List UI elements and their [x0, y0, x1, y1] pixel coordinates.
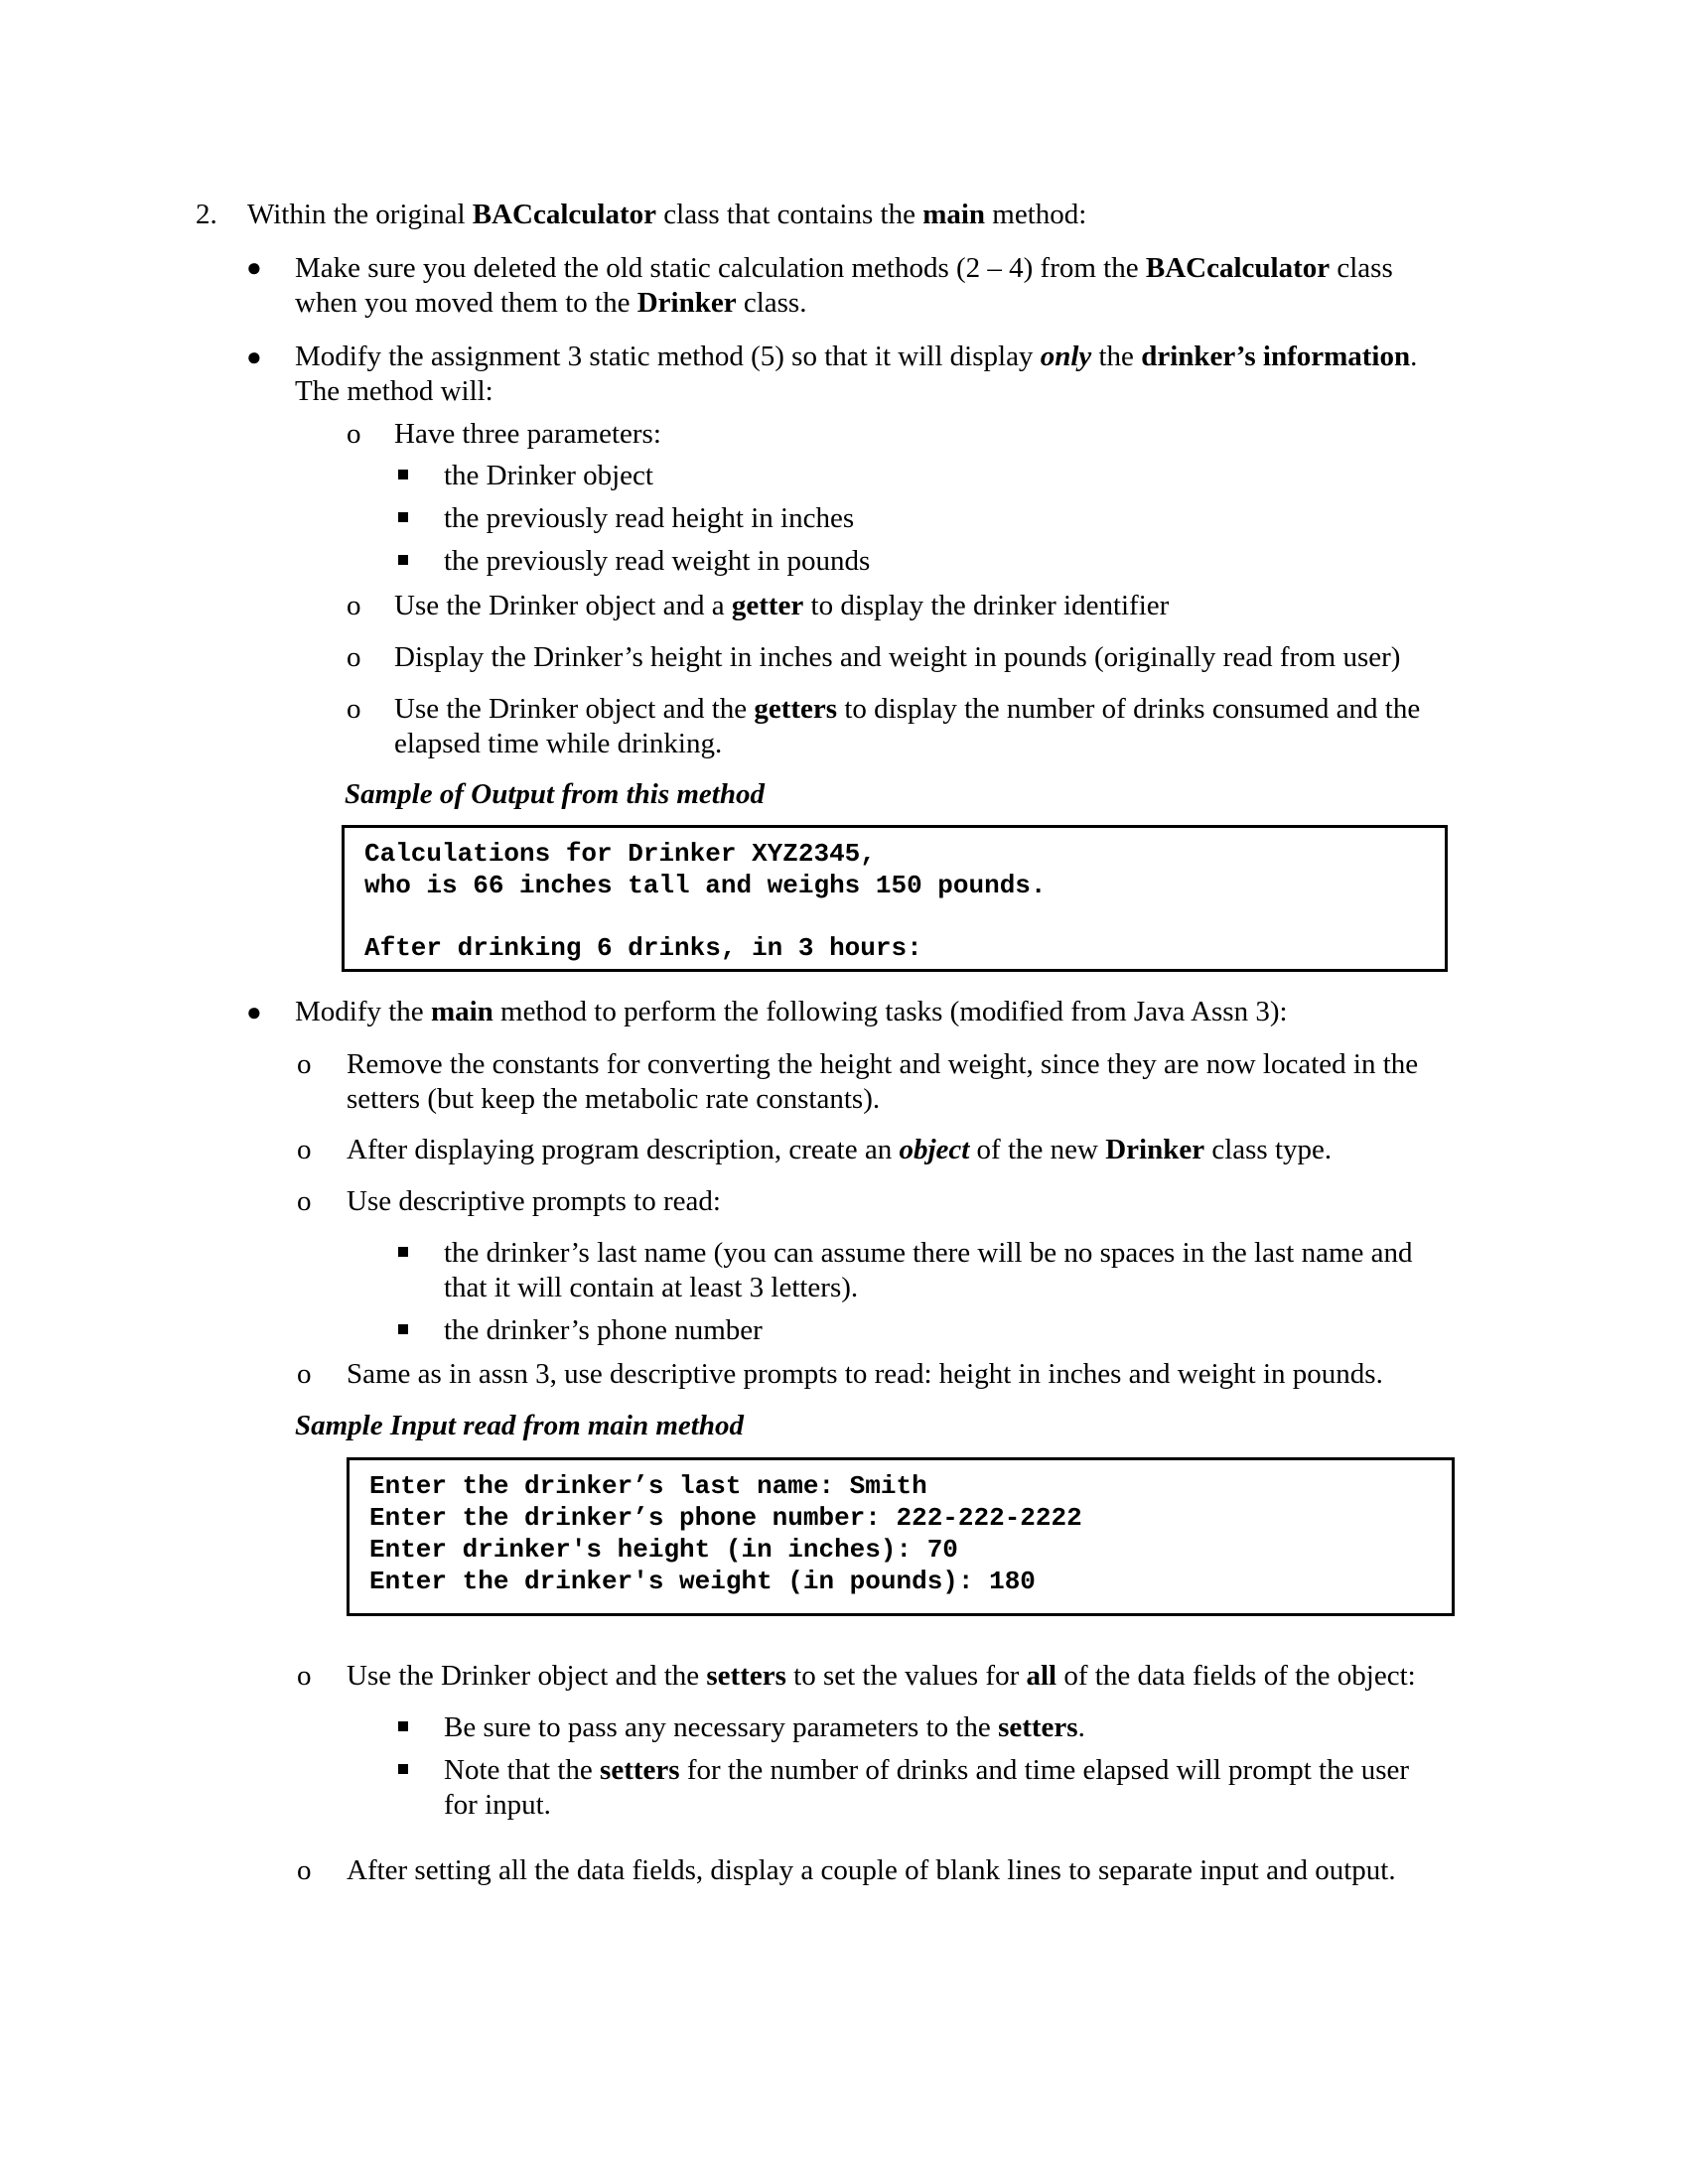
same-as-assn3-step: Same as in assn 3, use descriptive prompts to read: height in inches and weight in pounds.	[347, 1358, 1383, 1390]
sub-marker: o	[347, 693, 361, 725]
sub-marker: o	[297, 1048, 312, 1080]
bullet-marker: ●	[246, 253, 262, 282]
getters-step-line1: Use the Drinker object and the getters to display the number of drinks consumed and the	[394, 693, 1421, 725]
code-line: Enter the drinker’s phone number: 222-222-2222	[369, 1503, 1082, 1533]
setter-note: Be sure to pass any necessary parameters to the setters.	[444, 1711, 1085, 1743]
sub-marker: o	[347, 641, 361, 673]
param-item: the previously read height in inches	[444, 502, 855, 534]
prompt-item-line2: that it will contain at least 3 letters).	[444, 1272, 859, 1303]
param-item: the Drinker object	[444, 460, 653, 491]
prompt-item-line1: the drinker’s last name (you can assume there will be no spaces in the last name and	[444, 1237, 1413, 1269]
remove-constants-line1: Remove the constants for converting the height and weight, since they are now located in the	[347, 1048, 1419, 1080]
square-bullet	[398, 1324, 408, 1334]
code-line: Enter drinker's height (in inches): 70	[369, 1535, 958, 1565]
sub-marker: o	[297, 1185, 312, 1217]
sub-marker: o	[297, 1358, 312, 1390]
display-step: Display the Drinker’s height in inches and weight in pounds (originally read from user)	[394, 641, 1401, 673]
square-bullet	[398, 1764, 408, 1774]
getter-step: Use the Drinker object and a getter to display the drinker identifier	[394, 590, 1170, 621]
setter-note-line1: Note that the setters for the number of drinks and time elapsed will prompt the user	[444, 1754, 1410, 1786]
code-line: Enter the drinker's weight (in pounds): 180	[369, 1567, 1036, 1596]
remove-constants-line2: setters (but keep the metabolic rate constants).	[347, 1083, 881, 1115]
sub-marker: o	[297, 1854, 312, 1886]
create-object-step: After displaying program description, create an object of the new Drinker class type.	[347, 1134, 1333, 1165]
sub-marker: o	[297, 1134, 312, 1165]
sample-output-label: Sample of Output from this method	[345, 778, 765, 810]
bullet3-line1: Modify the main method to perform the following tasks (modified from Java Assn 3):	[295, 996, 1288, 1027]
bullet1-line2: when you moved them to the Drinker class.	[295, 287, 807, 319]
square-bullet	[398, 470, 408, 479]
prompts-intro: Use descriptive prompts to read:	[347, 1185, 721, 1217]
sample-output-box	[342, 825, 1448, 972]
sub-marker: o	[347, 418, 361, 450]
code-line: who is 66 inches tall and weighs 150 pounds.	[364, 871, 1047, 900]
prompt-item: the drinker’s phone number	[444, 1314, 763, 1346]
square-bullet	[398, 512, 408, 522]
square-bullet	[398, 1721, 408, 1731]
param-item: the previously read weight in pounds	[444, 545, 871, 577]
code-line: After drinking 6 drinks, in 3 hours:	[364, 933, 922, 963]
blank-lines-step: After setting all the data fields, display a couple of blank lines to separate input and output.	[347, 1854, 1396, 1886]
sample-input-box	[347, 1457, 1455, 1616]
section-heading: Within the original BACcalculator class that contains the main method:	[247, 199, 1087, 230]
square-bullet	[398, 1247, 408, 1257]
bullet-marker: ●	[246, 998, 262, 1026]
setter-note-line2: for input.	[444, 1789, 551, 1821]
setters-step: Use the Drinker object and the setters to set the values for all of the data fields of the object:	[347, 1660, 1416, 1692]
bullet2-line1: Modify the assignment 3 static method (5) so that it will display only the drinker’s information.	[295, 341, 1418, 372]
getters-step-line2: elapsed time while drinking.	[394, 728, 723, 759]
item-number: 2.	[196, 199, 217, 230]
bullet-marker: ●	[246, 342, 262, 371]
code-line: Calculations for Drinker XYZ2345,	[364, 839, 876, 869]
sample-input-label: Sample Input read from main method	[295, 1410, 744, 1441]
code-line: Enter the drinker’s last name: Smith	[369, 1471, 927, 1501]
square-bullet	[398, 555, 408, 565]
param-intro: Have three parameters:	[394, 418, 661, 450]
bullet2-line2: The method will:	[295, 375, 493, 407]
bullet1-line1: Make sure you deleted the old static calculation methods (2 – 4) from the BACcalculator class	[295, 252, 1393, 284]
sub-marker: o	[347, 590, 361, 621]
sub-marker: o	[297, 1660, 312, 1692]
